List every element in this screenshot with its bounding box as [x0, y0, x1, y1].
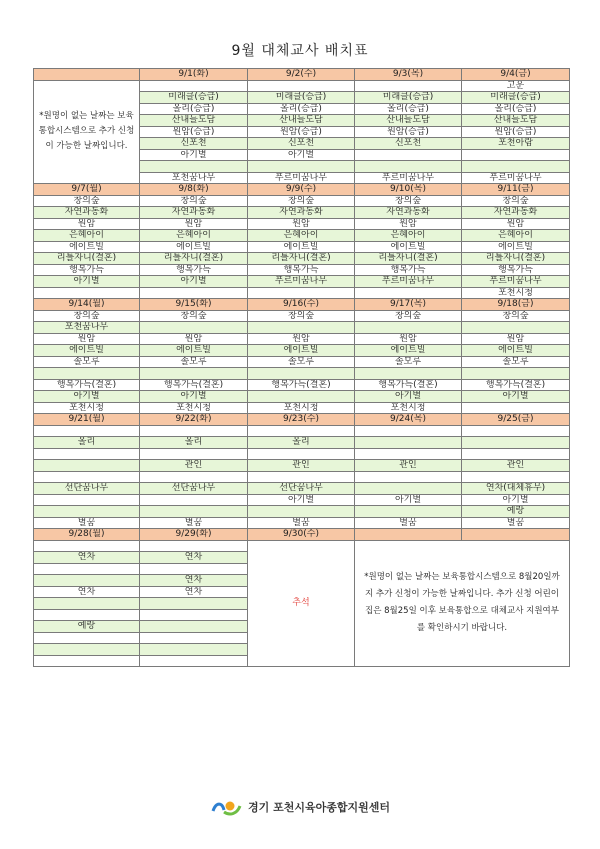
schedule-cell — [34, 633, 140, 645]
schedule-cell — [462, 437, 570, 449]
schedule-cell — [140, 506, 248, 518]
schedule-cell: 아기별 — [34, 391, 140, 403]
schedule-cell — [248, 391, 355, 403]
schedule-cell — [34, 288, 140, 300]
schedule-cell: 원암 — [34, 334, 140, 346]
schedule-cell: 포천아람 — [462, 138, 570, 150]
schedule-cell: 원암 — [462, 334, 570, 346]
date-header: 9/18(금) — [462, 299, 570, 311]
schedule-cell: 솔모루 — [462, 357, 570, 369]
schedule-cell: 산내들도담 — [355, 115, 462, 127]
schedule-cell: 창의숲 — [34, 196, 140, 208]
schedule-cell — [34, 564, 140, 576]
schedule-cell: 자연과동화 — [34, 207, 140, 219]
schedule-cell: 창의숲 — [462, 311, 570, 323]
date-header: 9/8(화) — [140, 184, 248, 196]
schedule-cell: 행복가득(결혼) — [34, 380, 140, 392]
schedule-cell: 아기별 — [140, 391, 248, 403]
schedule-cell: 신포천 — [140, 138, 248, 150]
date-header: 9/9(수) — [248, 184, 355, 196]
date-header: 9/22(화) — [140, 414, 248, 426]
date-header: 9/11(금) — [462, 184, 570, 196]
schedule-cell: 솔모루 — [248, 357, 355, 369]
schedule-cell: 에이트빌 — [355, 345, 462, 357]
schedule-cell — [140, 288, 248, 300]
schedule-cell: 에이트빌 — [140, 345, 248, 357]
schedule-cell: 원암 — [248, 334, 355, 346]
schedule-cell — [462, 150, 570, 162]
schedule-cell — [355, 437, 462, 449]
schedule-cell: 창의숲 — [34, 311, 140, 323]
schedule-cell: 포천시청 — [248, 403, 355, 415]
schedule-cell — [140, 368, 248, 380]
date-header: 9/21(월) — [34, 414, 140, 426]
schedule-cell: 아기별 — [140, 276, 248, 288]
date-header: 9/16(수) — [248, 299, 355, 311]
schedule-cell — [355, 150, 462, 162]
header-cell-blank — [462, 529, 570, 541]
schedule-cell: 에이트빌 — [248, 242, 355, 254]
schedule-cell: 선단꿈나무 — [140, 483, 248, 495]
date-header: 9/24(목) — [355, 414, 462, 426]
schedule-cell: 에이트빌 — [462, 345, 570, 357]
schedule-cell: 솔모루 — [355, 357, 462, 369]
schedule-cell: 관인 — [355, 460, 462, 472]
notice-text: *원명이 없는 날짜는 보육통합시스템으로 추가 신청이 가능한 날짜입니다. — [34, 81, 140, 185]
date-header: 9/29(화) — [140, 529, 248, 541]
schedule-cell — [140, 610, 248, 622]
date-header: 9/3(목) — [355, 69, 462, 81]
schedule-cell: 원암(승급) — [462, 127, 570, 139]
schedule-cell: 푸르미꿈나무 — [355, 276, 462, 288]
schedule-cell: 포천시청 — [462, 288, 570, 300]
schedule-cell: 자연과동화 — [140, 207, 248, 219]
footer-org-name: 경기 포천시육아종합지원센터 — [248, 801, 390, 814]
schedule-cell — [248, 472, 355, 484]
schedule-cell — [140, 633, 248, 645]
schedule-cell: 아기별 — [140, 150, 248, 162]
schedule-cell — [355, 449, 462, 461]
schedule-cell: 은혜아이 — [462, 230, 570, 242]
schedule-cell: 포천꿈나무 — [34, 322, 140, 334]
date-header: 9/7(월) — [34, 184, 140, 196]
schedule-cell: 창의숲 — [140, 196, 248, 208]
schedule-cell: 푸르미꿈나무 — [462, 276, 570, 288]
schedule-cell — [140, 81, 248, 93]
schedule-cell — [248, 161, 355, 173]
schedule-cell: 연차(대체휴무) — [462, 483, 570, 495]
schedule-cell: 은혜아이 — [140, 230, 248, 242]
schedule-cell: 푸르미꿈나무 — [248, 276, 355, 288]
schedule-cell: 신포천 — [355, 138, 462, 150]
schedule-cell: 산내들도담 — [462, 115, 570, 127]
schedule-cell: 창의숲 — [355, 311, 462, 323]
schedule-cell: 포천시청 — [355, 403, 462, 415]
schedule-cell — [140, 541, 248, 553]
schedule-cell — [140, 656, 248, 668]
schedule-cell — [248, 288, 355, 300]
schedule-cell: 원암(승급) — [248, 127, 355, 139]
schedule-cell — [462, 403, 570, 415]
date-header: 9/2(수) — [248, 69, 355, 81]
schedule-cell: 원암(승급) — [355, 127, 462, 139]
schedule-cell — [248, 506, 355, 518]
schedule-cell: 에이트빌 — [462, 242, 570, 254]
schedule-table — [33, 68, 570, 667]
schedule-cell: 포천시청 — [34, 403, 140, 415]
schedule-cell — [248, 81, 355, 93]
schedule-cell: 올리(승급) — [140, 104, 248, 116]
schedule-cell: 솔모루 — [34, 357, 140, 369]
schedule-cell: 연차 — [140, 552, 248, 564]
schedule-cell — [462, 426, 570, 438]
schedule-cell: 리틀자니(결혼) — [462, 253, 570, 265]
schedule-cell — [355, 322, 462, 334]
schedule-cell: 아기별 — [34, 276, 140, 288]
footer — [0, 798, 600, 816]
schedule-cell — [34, 460, 140, 472]
schedule-cell — [355, 368, 462, 380]
schedule-cell — [34, 426, 140, 438]
date-header: 9/23(수) — [248, 414, 355, 426]
schedule-cell — [140, 495, 248, 507]
header-cell-blank — [355, 529, 462, 541]
schedule-cell — [248, 322, 355, 334]
schedule-cell: 연차 — [34, 552, 140, 564]
schedule-cell: 원암 — [140, 219, 248, 231]
schedule-cell: 행복가득(결혼) — [462, 380, 570, 392]
center-logo-icon — [210, 798, 242, 816]
schedule-cell — [140, 472, 248, 484]
schedule-cell: 행복가득 — [355, 265, 462, 277]
date-header: 9/17(목) — [355, 299, 462, 311]
holiday-label: 추석 — [248, 541, 355, 668]
schedule-cell: 관인 — [248, 460, 355, 472]
schedule-cell: 솔모루 — [140, 357, 248, 369]
schedule-cell: 은혜아이 — [34, 230, 140, 242]
schedule-cell: 에이트빌 — [34, 242, 140, 254]
schedule-cell: 푸르미꿈나무 — [462, 173, 570, 185]
schedule-cell: 미래클(승급) — [462, 92, 570, 104]
schedule-cell — [462, 161, 570, 173]
schedule-cell — [34, 575, 140, 587]
schedule-cell: 원암 — [248, 219, 355, 231]
schedule-cell — [355, 472, 462, 484]
schedule-cell: 에이트빌 — [355, 242, 462, 254]
schedule-cell: 미래클(승급) — [248, 92, 355, 104]
date-header: 9/1(화) — [140, 69, 248, 81]
schedule-cell: 산내들도담 — [140, 115, 248, 127]
schedule-cell: 행복가득 — [140, 265, 248, 277]
schedule-cell — [34, 656, 140, 668]
schedule-cell — [248, 426, 355, 438]
schedule-cell: 관인 — [462, 460, 570, 472]
schedule-cell: 아기별 — [462, 495, 570, 507]
schedule-cell: 원암 — [355, 334, 462, 346]
schedule-cell: 원암 — [140, 334, 248, 346]
schedule-cell: 관인 — [140, 460, 248, 472]
schedule-cell: 푸르미꿈나무 — [355, 173, 462, 185]
schedule-cell — [355, 288, 462, 300]
schedule-cell: 자연과동화 — [248, 207, 355, 219]
schedule-cell: 포천시청 — [140, 403, 248, 415]
schedule-cell: 별꿈 — [355, 518, 462, 530]
schedule-cell: 연차 — [140, 575, 248, 587]
schedule-cell — [34, 495, 140, 507]
schedule-cell: 연차 — [140, 587, 248, 599]
schedule-cell — [34, 506, 140, 518]
schedule-cell: 에이트빌 — [140, 242, 248, 254]
schedule-cell: 원암 — [462, 219, 570, 231]
schedule-cell: 산내들도담 — [248, 115, 355, 127]
schedule-cell: 행복가득 — [248, 265, 355, 277]
schedule-cell: 창의숲 — [355, 196, 462, 208]
schedule-cell: 아기별 — [355, 391, 462, 403]
schedule-cell: 예랑 — [34, 621, 140, 633]
date-header: 9/30(수) — [248, 529, 355, 541]
schedule-cell: 창의숲 — [140, 311, 248, 323]
schedule-cell: 연차 — [34, 587, 140, 599]
schedule-cell — [140, 426, 248, 438]
date-header: 9/28(월) — [34, 529, 140, 541]
schedule-cell: 행복가득(결혼) — [248, 380, 355, 392]
schedule-cell: 에이트빌 — [248, 345, 355, 357]
schedule-cell: 예랑 — [462, 506, 570, 518]
schedule-cell: 올리(승급) — [462, 104, 570, 116]
schedule-cell — [462, 368, 570, 380]
schedule-cell — [140, 449, 248, 461]
date-header: 9/10(목) — [355, 184, 462, 196]
schedule-cell: 별꿈 — [462, 518, 570, 530]
schedule-cell: 행복가득 — [34, 265, 140, 277]
schedule-cell: 신포천 — [248, 138, 355, 150]
schedule-cell — [355, 506, 462, 518]
date-header: 9/14(월) — [34, 299, 140, 311]
schedule-cell — [34, 368, 140, 380]
schedule-cell — [248, 449, 355, 461]
schedule-cell — [34, 449, 140, 461]
schedule-cell: 별꿈 — [34, 518, 140, 530]
schedule-cell: 행복가득(결혼) — [355, 380, 462, 392]
schedule-cell: 리틀자니(결혼) — [248, 253, 355, 265]
schedule-cell — [462, 322, 570, 334]
schedule-cell — [462, 472, 570, 484]
schedule-cell: 창의숲 — [248, 196, 355, 208]
schedule-cell: 리틀자니(결혼) — [140, 253, 248, 265]
schedule-cell — [355, 81, 462, 93]
schedule-cell: 에이트빌 — [34, 345, 140, 357]
bottom-notice-text: *원명이 없는 날짜는 보육통합시스템으로 8월20일까지 추가 신청이 가능한 날짜입니다. 추가 신청 어린이집은 8월25일 이후 보육통합으로 대체교사 지원여부를 확인하시기 바랍니다. — [355, 541, 570, 668]
schedule-cell: 행복가득(결혼) — [140, 380, 248, 392]
schedule-cell — [34, 472, 140, 484]
schedule-cell: 은혜아이 — [355, 230, 462, 242]
schedule-cell: 창의숲 — [462, 196, 570, 208]
schedule-cell — [462, 449, 570, 461]
schedule-cell: 창의숲 — [248, 311, 355, 323]
schedule-cell: 선단꿈나무 — [248, 483, 355, 495]
schedule-cell — [140, 598, 248, 610]
schedule-cell: 선단꿈나무 — [34, 483, 140, 495]
date-header: 9/25(금) — [462, 414, 570, 426]
schedule-cell: 미래클(승급) — [355, 92, 462, 104]
page-title: 9월 대체교사 배치표 — [231, 43, 369, 59]
schedule-cell: 올리 — [140, 437, 248, 449]
schedule-cell — [355, 426, 462, 438]
schedule-cell: 원암 — [355, 219, 462, 231]
schedule-cell: 올리 — [248, 437, 355, 449]
schedule-cell: 원암(승급) — [140, 127, 248, 139]
schedule-cell: 별꿈 — [248, 518, 355, 530]
schedule-cell: 올리(승급) — [248, 104, 355, 116]
schedule-cell — [140, 621, 248, 633]
schedule-cell: 올리(승급) — [355, 104, 462, 116]
schedule-cell: 아기별 — [248, 495, 355, 507]
schedule-cell: 아기별 — [355, 495, 462, 507]
schedule-cell: 아기별 — [462, 391, 570, 403]
schedule-cell: 아기별 — [248, 150, 355, 162]
schedule-cell — [34, 644, 140, 656]
schedule-cell: 고운 — [462, 81, 570, 93]
header-cell-blank — [34, 69, 140, 81]
schedule-cell: 행복가득 — [462, 265, 570, 277]
schedule-cell: 푸르미꿈나무 — [248, 173, 355, 185]
schedule-cell — [34, 598, 140, 610]
schedule-cell: 포천꿈나무 — [140, 173, 248, 185]
schedule-cell: 올리 — [34, 437, 140, 449]
schedule-cell — [248, 368, 355, 380]
schedule-cell: 리틀자니(결혼) — [34, 253, 140, 265]
schedule-cell: 자연과동화 — [462, 207, 570, 219]
schedule-cell — [140, 644, 248, 656]
schedule-cell: 미래클(승급) — [140, 92, 248, 104]
schedule-cell — [34, 541, 140, 553]
schedule-cell — [355, 483, 462, 495]
schedule-cell: 은혜아이 — [248, 230, 355, 242]
schedule-cell — [140, 564, 248, 576]
schedule-cell: 별꿈 — [140, 518, 248, 530]
schedule-cell: 리틀자니(결혼) — [355, 253, 462, 265]
date-header: 9/4(금) — [462, 69, 570, 81]
date-header: 9/15(화) — [140, 299, 248, 311]
schedule-cell: 원암 — [34, 219, 140, 231]
schedule-cell — [140, 322, 248, 334]
schedule-cell: 자연과동화 — [355, 207, 462, 219]
schedule-cell — [140, 161, 248, 173]
schedule-cell — [355, 161, 462, 173]
schedule-cell — [34, 610, 140, 622]
